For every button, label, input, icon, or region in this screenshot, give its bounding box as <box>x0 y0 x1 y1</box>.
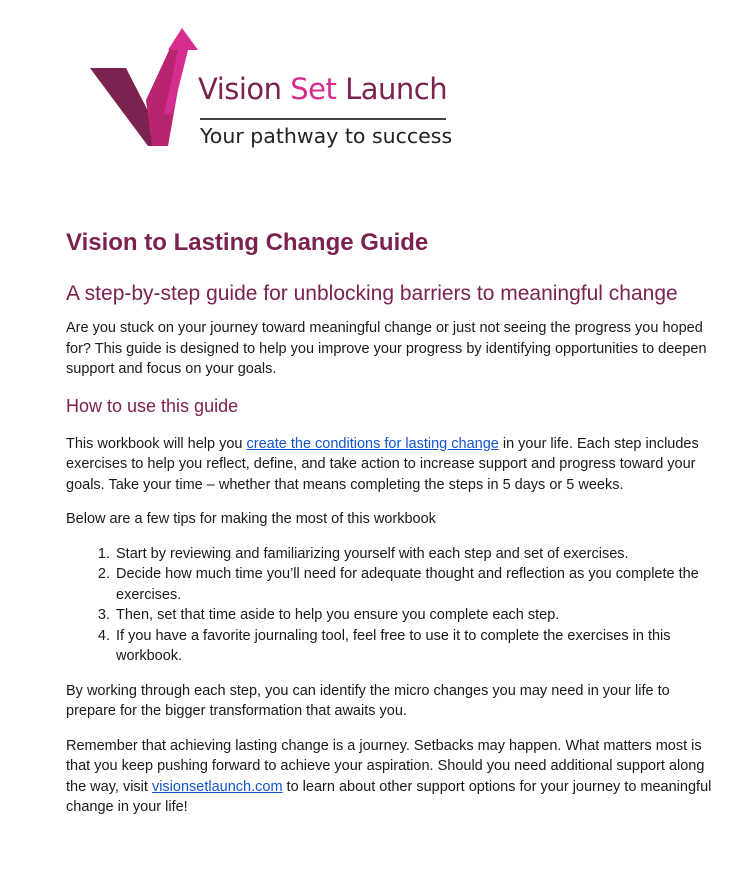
tip-item: 2. Decide how much time you’ll need for adequate thought and reflection as you complete the exercises. <box>114 564 716 605</box>
brand-logo <box>88 28 468 158</box>
v-arrow-logo-icon <box>88 28 200 158</box>
remember-text-after: to learn about other support options for your journey to meaningful change in your life! <box>66 778 712 815</box>
lasting-change-link[interactable]: create the conditions for lasting change <box>246 435 499 452</box>
website-link[interactable]: visionsetlaunch.com <box>151 778 283 795</box>
brand-divider <box>200 118 446 120</box>
tip-item: 3. Then, set that time aside to help you ensure you complete each step. <box>114 605 716 626</box>
remember-paragraph <box>66 736 716 818</box>
how-to-use-heading: How to use this guide <box>66 395 239 416</box>
tips-intro: Below are a few tips for making the most of this workbook <box>66 511 436 527</box>
brand-word-launch: Launch <box>345 72 448 106</box>
brand-word-set: Set <box>290 72 346 106</box>
tips-list <box>66 544 716 667</box>
how-text-before: This workbook will help you <box>66 435 247 452</box>
remember-text-before: Remember that achieving lasting change is a journey. Setbacks may happen. What matters most is that you keep pushing forward to achieve your aspiration. Should you need additional support along the way, visit <box>66 737 705 795</box>
tip-item: 1. Start by reviewing and familiarizing yourself with each step and set of exercises. <box>114 544 716 565</box>
micro-changes-paragraph: By working through each step, you can identify the micro changes you may need in your life to prepare for the bigger transformation that awaits you. <box>66 682 670 719</box>
document-title: Vision to Lasting Change Guide <box>66 229 429 256</box>
brand-name <box>198 72 447 106</box>
tip-item: 4. If you have a favorite journaling tool, feel free to use it to complete the exercises in this workbook. <box>114 626 716 667</box>
document-body <box>66 226 716 818</box>
brand-word-vision: Vision <box>198 72 291 106</box>
brand-tagline: Your pathway to success <box>200 124 453 148</box>
how-text-after: in your life. Each step includes exercises to help you reflect, define, and take action to increase support and progress toward your goals. Take your time – whether that means completing the steps in 5 days or 5 weeks. <box>66 435 699 493</box>
how-to-use-paragraph <box>66 434 716 496</box>
document-subtitle: A step-by-step guide for unblocking barriers to meaningful change <box>66 282 678 305</box>
intro-paragraph: Are you stuck on your journey toward meaningful change or just not seeing the progress you hoped for? This guide is designed to help you improve your progress by identifying opportunities to deepen support and focus on your goals. <box>66 320 707 377</box>
